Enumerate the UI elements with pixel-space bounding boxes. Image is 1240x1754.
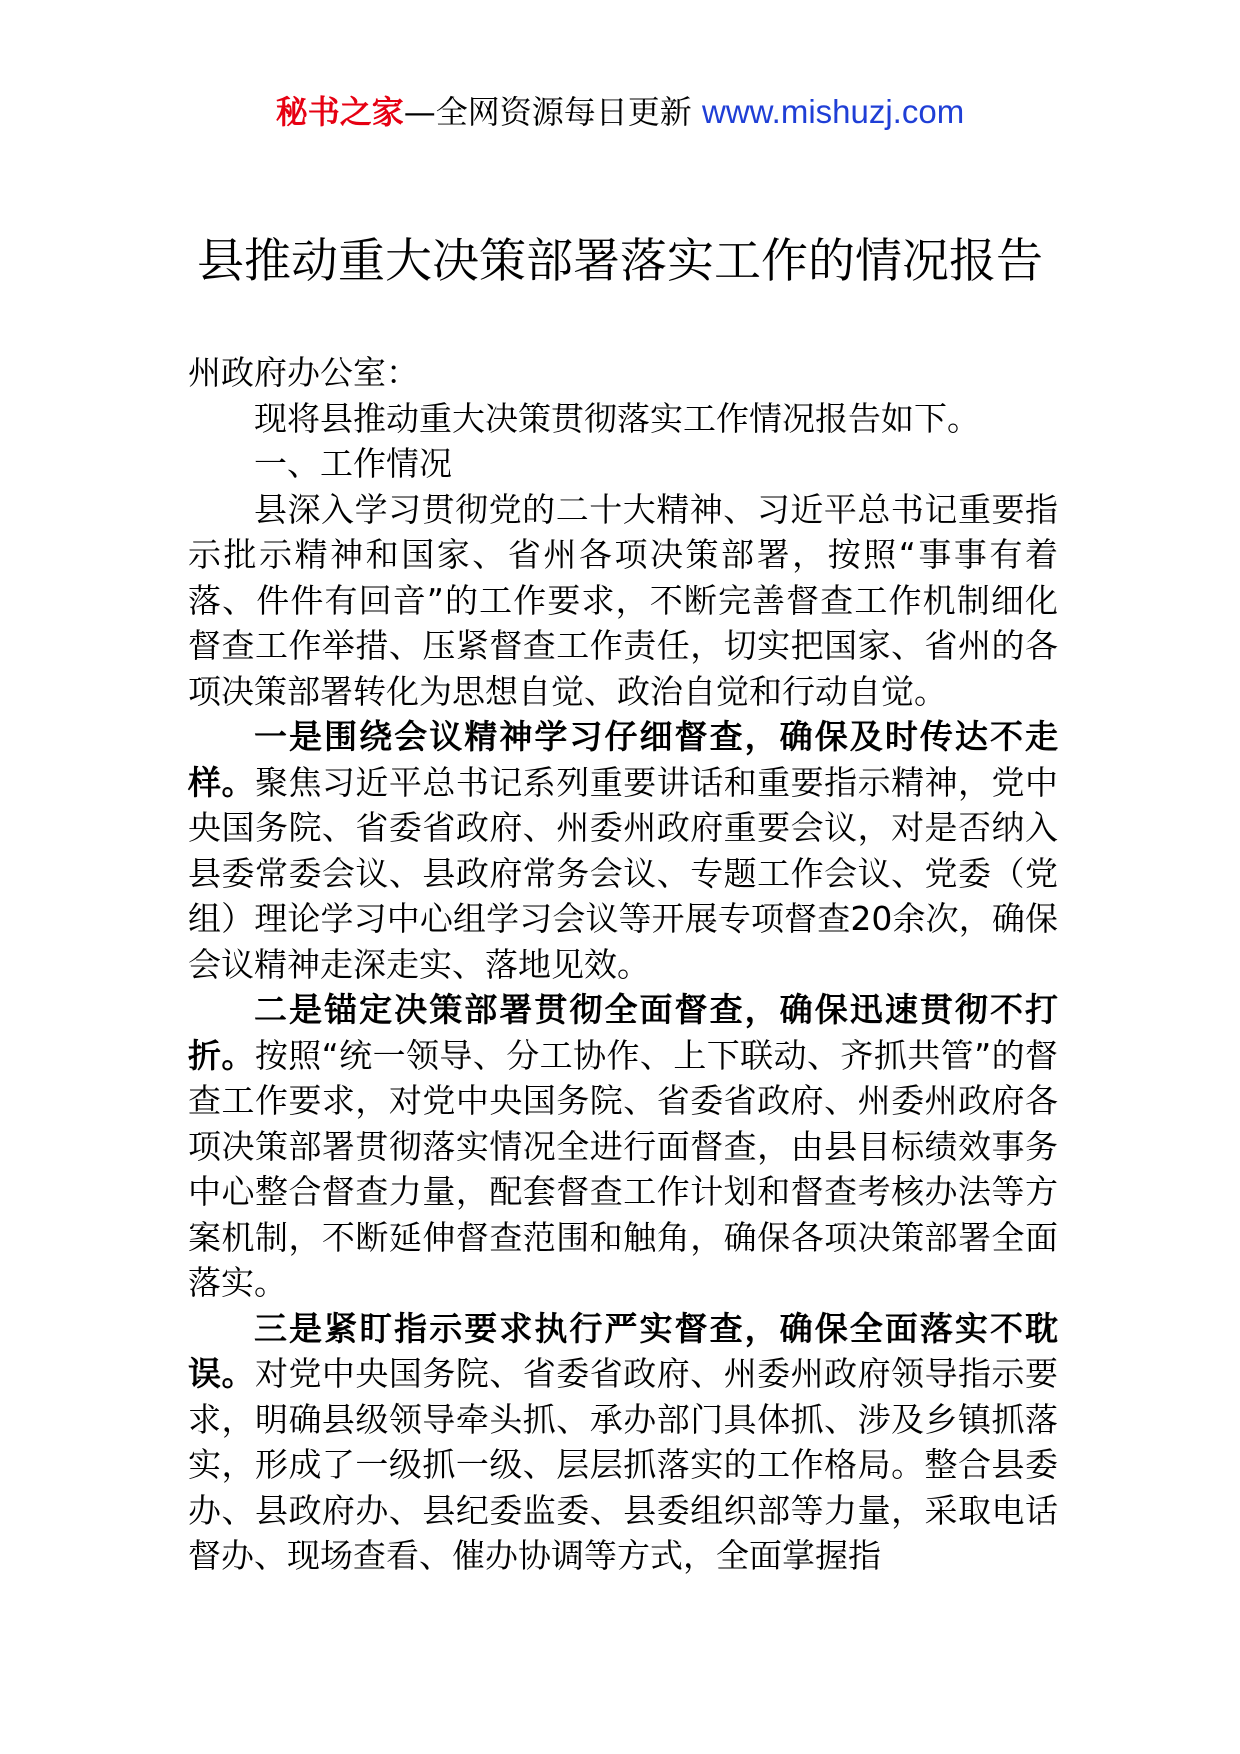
item-text-1: 聚焦习近平总书记系列重要讲话和重要指示精神，党中央国务院、省委省政府、州委州政府重要会议，对是否纳入县委常委会议、县政府常务会议、专题工作会议、党委（党组）理论学习中心组学习会议等开展专项督查20余次，确保会议精神走深走实、落地见效。 bbox=[188, 762, 1059, 984]
item-paragraph-3 bbox=[188, 1306, 1058, 1579]
item-text-2: 按照“统一领导、分工协作、上下联动、齐抓共管”的督查工作要求，对党中央国务院、省委省政府、州委州政府各项决策部署贯彻落实情况全进行面督查，由县目标绩效事务中心整合督查力量，配套督查工作计划和督查考核办法等方案机制，不断延伸督查范围和触角，确保各项决策部署全面落实。 bbox=[188, 1035, 1059, 1302]
intro-paragraph: 现将县推动重大决策贯彻落实工作情况报告如下。 bbox=[254, 398, 980, 438]
item-lead-1: 一是围绕会议精神学习仔细督查，确保及时传达不走样。 bbox=[188, 717, 1058, 802]
site-url-link[interactable]: www.mishuzj.com bbox=[701, 93, 965, 130]
site-header bbox=[0, 92, 1240, 132]
item-lead-3: 三是紧盯指示要求执行严实督查，确保全面落实不耽误。 bbox=[188, 1308, 1058, 1393]
overview-paragraph: 县深入学习贯彻党的二十大精神、习近平总书记重要指示批示精神和国家、省州各项决策部署，按照“事事有着落、件件有回音”的工作要求，不断完善督查工作机制细化督查工作举措、压紧督查工作责任，切实把国家、省州的各项决策部署转化为思想自觉、政治自觉和行动自觉。 bbox=[188, 489, 1058, 711]
item-text-3: 对党中央国务院、省委省政府、州委州政府领导指示要求，明确县级领导牵头抓、承办部门具体抓、涉及乡镇抓落实，形成了一级抓一级、层层抓落实的工作格局。整合县委办、县政府办、县纪委监委、县委组织部等力量，采取电话督办、现场查看、催办协调等方式，全面掌握指 bbox=[188, 1354, 1059, 1575]
header-dash: — bbox=[403, 93, 436, 131]
item-paragraph-1 bbox=[188, 714, 1058, 987]
section-heading: 一、工作情况 bbox=[254, 444, 452, 483]
site-tagline: 全网资源每日更新 bbox=[435, 93, 692, 131]
site-brand: 秘书之家 bbox=[275, 93, 404, 131]
document-body bbox=[188, 350, 1058, 1579]
item-paragraph-2 bbox=[188, 987, 1058, 1306]
document-title: 县推动重大决策部署落实工作的情况报告 bbox=[197, 234, 1043, 289]
salutation: 州政府办公室： bbox=[188, 353, 419, 392]
item-lead-2: 二是锚定决策部署贯彻全面督查，确保迅速贯彻不打折。 bbox=[188, 990, 1058, 1075]
